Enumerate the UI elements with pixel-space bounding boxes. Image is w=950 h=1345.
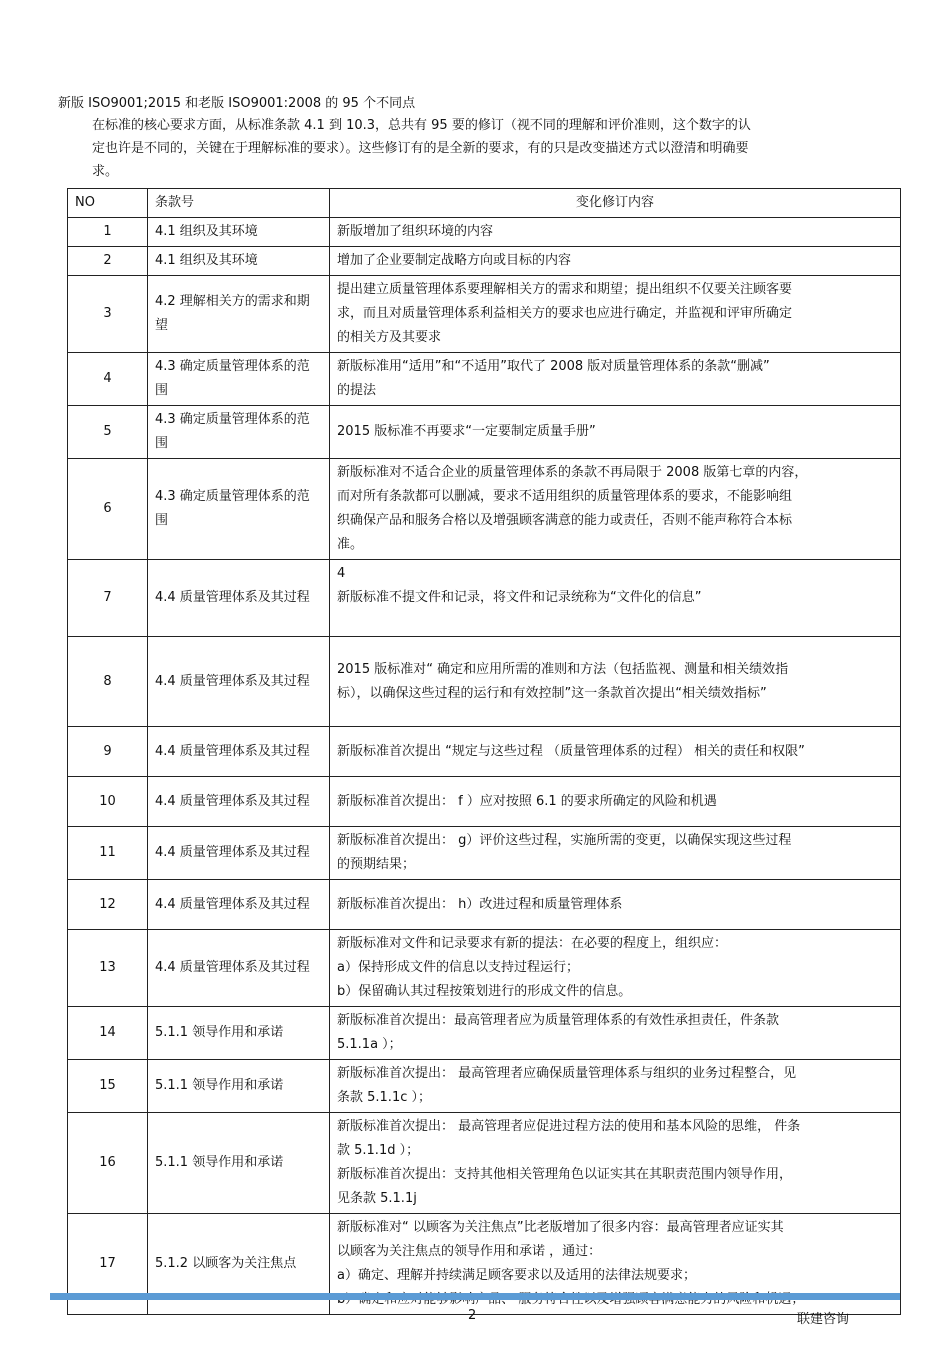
row-number: 8 <box>68 637 148 727</box>
footer-bar <box>50 1293 900 1300</box>
header-content: 变化修订内容 <box>330 189 901 218</box>
row-content <box>330 276 901 353</box>
content-line: 的提法 <box>337 383 377 398</box>
row-content <box>330 218 901 247</box>
row-content <box>330 406 901 459</box>
row-number: 11 <box>68 827 148 880</box>
table-row <box>68 353 901 406</box>
row-clause: 4.3 确定质量管理体系的范围 <box>148 353 330 406</box>
content-line: 新版标准用“适用”和“不适用”取代了 2008 版对质量管理体系的条款“删减” <box>337 359 770 374</box>
company-name: 联建咨询 <box>797 1312 850 1327</box>
content-line: 新版标准对“ 以顾客为关注焦点”比老版增加了很多内容：最高管理者应证实其 <box>337 1220 784 1235</box>
content-line: 增加了企业要制定战略方向或目标的内容 <box>337 253 572 268</box>
header-clause: 条款号 <box>148 189 330 218</box>
row-clause: 4.4 质量管理体系及其过程 <box>148 560 330 637</box>
content-line: 4 <box>337 566 346 581</box>
row-content <box>330 560 901 637</box>
row-number: 4 <box>68 353 148 406</box>
row-number: 14 <box>68 1007 148 1060</box>
content-line: 以顾客为关注焦点的领导作用和承诺 ，通过： <box>337 1244 602 1259</box>
content-line: 新版标准首次提出： 最高管理者应确保质量管理体系与组织的业务过程整合，见 <box>337 1066 797 1081</box>
row-clause: 4.4 质量管理体系及其过程 <box>148 777 330 827</box>
row-content <box>330 880 901 930</box>
row-clause: 4.1 组织及其环境 <box>148 218 330 247</box>
intro-line: 在标准的核心要求方面，从标准条款 4.1 到 10.3，总共有 95 要的修订（视不同的理解和评价准则，这个数字的认 <box>92 118 751 133</box>
table-row <box>68 777 901 827</box>
content-line: 织确保产品和服务合格以及增强顾客满意的能力或责任，否则不能声称符合本标 <box>337 513 793 528</box>
intro-line: 定也许是不同的，关键在于理解标准的要求）。这些修订有的是全新的要求，有的只是改变描述方式以澄清和明确要 <box>92 141 749 156</box>
content-line: 新版标准首次提出 “规定与这些过程 （质量管理体系的过程） 相关的责任和权限” <box>337 743 805 759</box>
content-line: 新版标准首次提出： g）评价这些过程，实施所需的变更，以确保实现这些过程 <box>337 833 792 848</box>
content-line: 而对所有条款都可以删减，要求不适用组织的质量管理体系的要求，不能影响组 <box>337 489 793 504</box>
content-line: a）保持形成文件的信息以支持过程运行； <box>337 960 579 975</box>
intro-line: 求。 <box>92 164 119 179</box>
row-content <box>330 777 901 827</box>
row-number: 9 <box>68 727 148 777</box>
table-row <box>68 1060 901 1113</box>
table-row <box>68 727 901 777</box>
row-clause: 5.1.2 以顾客为关注焦点 <box>148 1214 330 1315</box>
content-line: 款 5.1.1d ）； <box>337 1143 420 1158</box>
page-number: 2 <box>468 1308 477 1323</box>
row-number: 10 <box>68 777 148 827</box>
row-clause: 4.4 质量管理体系及其过程 <box>148 880 330 930</box>
row-clause: 4.4 质量管理体系及其过程 <box>148 727 330 777</box>
content-line: b）保留确认其过程按策划进行的形成文件的信息。 <box>337 984 632 999</box>
table-row <box>68 1113 901 1214</box>
content-line: 新版标准对不适合企业的质量管理体系的条款不再局限于 2008 版第七章的内容， <box>337 465 808 480</box>
content-line: a）确定、理解并持续满足顾客要求以及适用的法律法规要求； <box>337 1268 696 1283</box>
content-line: 提出建立质量管理体系要理解相关方的需求和期望；提出组织不仅要关注顾客要 <box>337 282 793 297</box>
row-number: 12 <box>68 880 148 930</box>
table-row <box>68 1007 901 1060</box>
content-line: 标），以确保这些过程的运行和有效控制”这一条款首次提出“相关绩效指标” <box>337 685 767 701</box>
table-row <box>68 560 901 637</box>
table-row <box>68 247 901 276</box>
table-row <box>68 459 901 560</box>
table-row <box>68 827 901 880</box>
row-number: 1 <box>68 218 148 247</box>
table-row <box>68 276 901 353</box>
document-title: 新版 ISO9001;2015 和老版 ISO9001:2008 的 95 个不同点 <box>58 96 416 111</box>
table-row <box>68 406 901 459</box>
row-clause: 4.4 质量管理体系及其过程 <box>148 930 330 1007</box>
content-line: 5.1.1a ）； <box>337 1037 402 1052</box>
row-number: 2 <box>68 247 148 276</box>
row-content <box>330 459 901 560</box>
row-number: 3 <box>68 276 148 353</box>
row-number: 13 <box>68 930 148 1007</box>
row-clause: 5.1.1 领导作用和承诺 <box>148 1007 330 1060</box>
content-line: 的相关方及其要求 <box>337 330 442 345</box>
content-line: 的预期结果； <box>337 857 416 872</box>
content-line: 新版标准不提文件和记录，将文件和记录统称为“文件化的信息” <box>337 590 702 605</box>
row-number: 6 <box>68 459 148 560</box>
row-number: 7 <box>68 560 148 637</box>
row-content <box>330 727 901 777</box>
row-number: 16 <box>68 1113 148 1214</box>
content-line: 条款 5.1.1c ）； <box>337 1090 431 1105</box>
table-row <box>68 880 901 930</box>
content-line: 新版标准首次提出： f ）应对按照 6.1 的要求所确定的风险和机遇 <box>337 793 717 809</box>
row-clause: 5.1.1 领导作用和承诺 <box>148 1113 330 1214</box>
row-clause: 4.2 理解相关方的需求和期望 <box>148 276 330 353</box>
row-clause: 4.4 质量管理体系及其过程 <box>148 637 330 727</box>
row-content <box>330 930 901 1007</box>
row-number: 5 <box>68 406 148 459</box>
content-line: 新版标准对文件和记录要求有新的提法：在必要的程度上，组织应： <box>337 936 728 951</box>
changes-table <box>67 188 901 1315</box>
row-clause: 4.1 组织及其环境 <box>148 247 330 276</box>
table-header-row <box>68 189 901 218</box>
content-line: 新版标准首次提出： h）改进过程和质量管理体系 <box>337 896 623 912</box>
content-line: 新版标准首次提出：最高管理者应为质量管理体系的有效性承担责任，件条款 <box>337 1013 780 1028</box>
content-line: 新版增加了组织环境的内容 <box>337 224 494 239</box>
row-content <box>330 637 901 727</box>
row-number: 17 <box>68 1214 148 1315</box>
content-line: 见条款 5.1.1j <box>337 1191 417 1206</box>
row-content <box>330 1007 901 1060</box>
row-content <box>330 1060 901 1113</box>
content-line: 新版标准首次提出：支持其他相关管理角色以证实其在其职责范围内领导作用， <box>337 1167 793 1182</box>
content-line: 新版标准首次提出： 最高管理者应促进过程方法的使用和基本风险的思维， 件条 <box>337 1119 801 1134</box>
content-line: 2015 版标准不再要求“一定要制定质量手册” <box>337 424 596 439</box>
row-clause: 5.1.1 领导作用和承诺 <box>148 1060 330 1113</box>
row-content <box>330 247 901 276</box>
row-content <box>330 1113 901 1214</box>
row-content <box>330 353 901 406</box>
row-clause: 4.3 确定质量管理体系的范围 <box>148 459 330 560</box>
row-number: 15 <box>68 1060 148 1113</box>
row-clause: 4.3 确定质量管理体系的范围 <box>148 406 330 459</box>
content-line <box>337 610 893 634</box>
row-content <box>330 827 901 880</box>
content-line: 求，而且对质量管理体系利益相关方的要求也应进行确定，并监视和评审所确定 <box>337 306 793 321</box>
header-no: NO <box>68 189 148 218</box>
content-line: 2015 版标准对“ 确定和应用所需的准则和方法（包括监视、测量和相关绩效指 <box>337 661 789 677</box>
row-clause: 4.4 质量管理体系及其过程 <box>148 827 330 880</box>
content-line: 准。 <box>337 537 364 552</box>
table-row <box>68 218 901 247</box>
intro-paragraph <box>92 114 852 183</box>
table-row <box>68 930 901 1007</box>
table-row <box>68 637 901 727</box>
